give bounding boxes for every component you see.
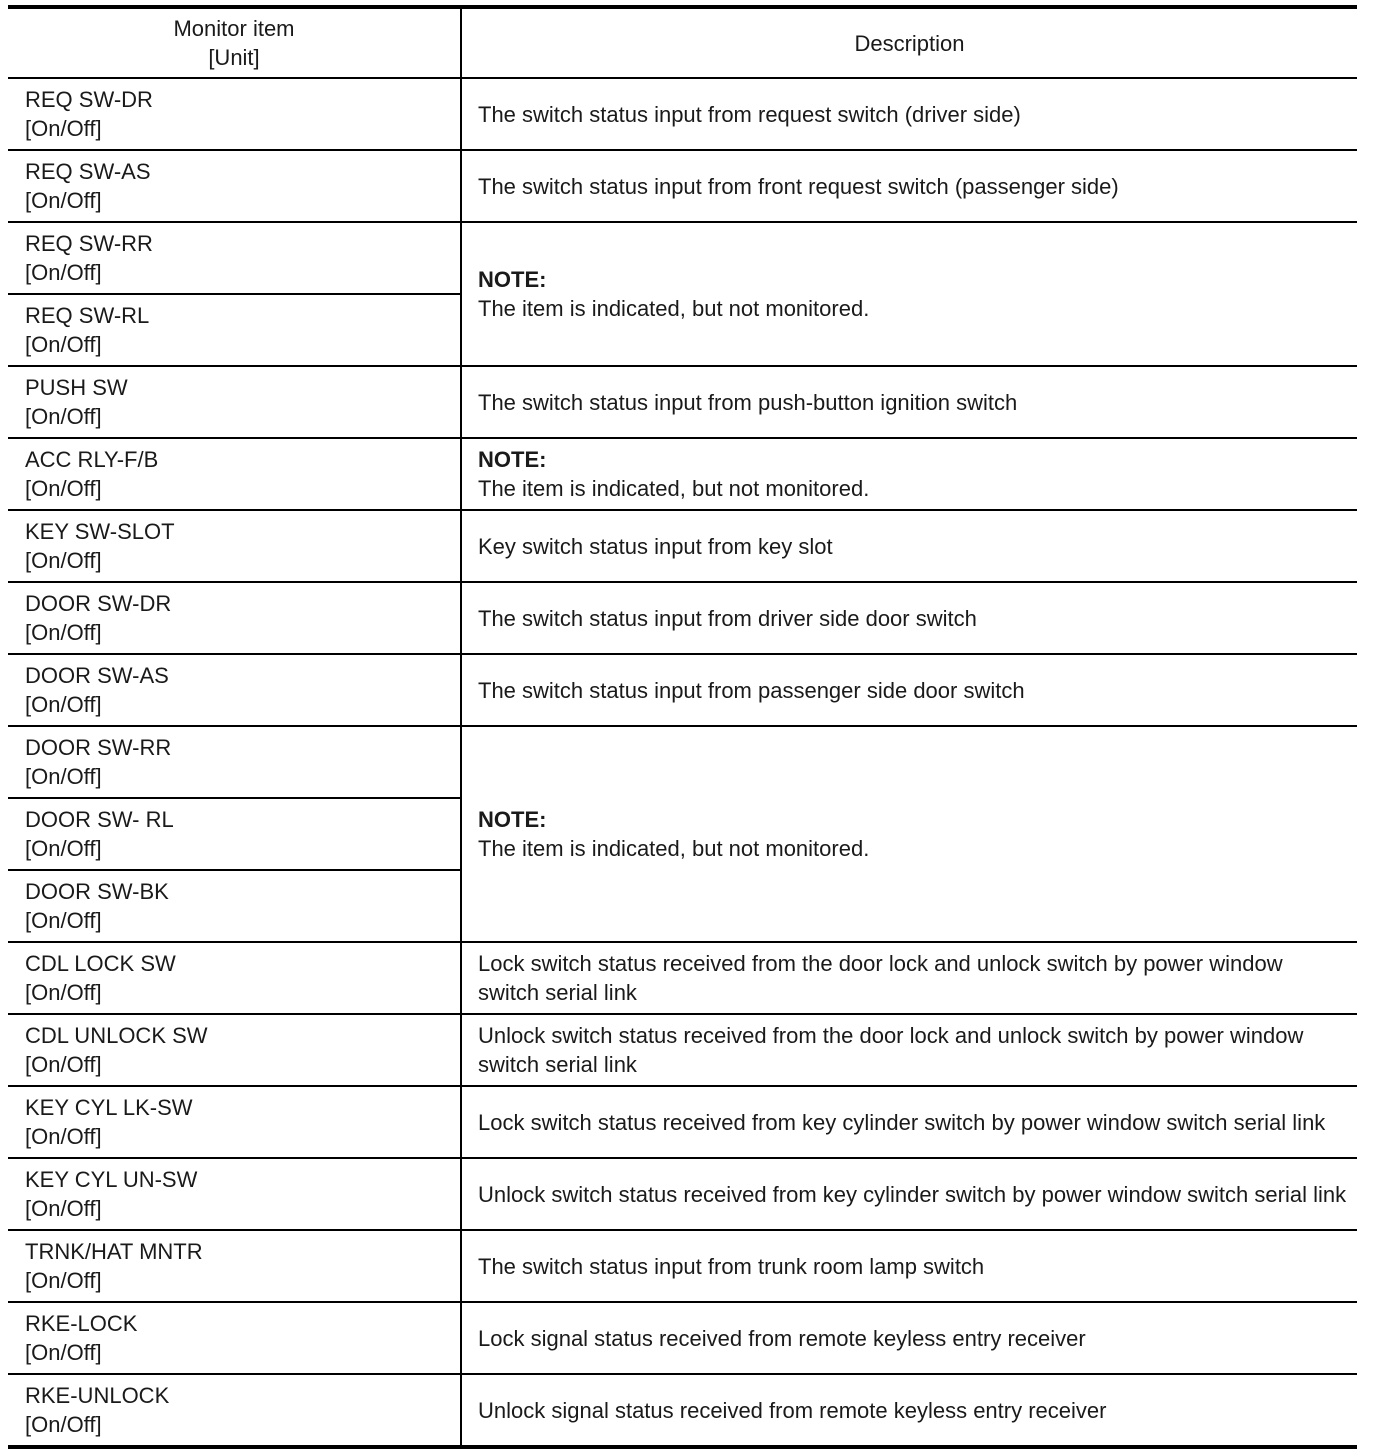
monitor-item-cell <box>8 1230 461 1302</box>
description-cell: The switch status input from push-button ignition switch <box>461 366 1357 438</box>
monitor-item-cell <box>8 150 461 222</box>
table-row <box>8 582 1357 654</box>
description-cell: The switch status input from trunk room lamp switch <box>461 1230 1357 1302</box>
monitor-item-cell <box>8 222 461 294</box>
monitor-item-unit: [On/Off] <box>25 1340 102 1365</box>
monitor-item-unit: [On/Off] <box>25 548 102 573</box>
description-cell: Lock switch status received from the door lock and unlock switch by power window switch serial link <box>461 942 1357 1014</box>
table-row <box>8 222 1357 294</box>
monitor-item-cell <box>8 942 461 1014</box>
monitor-item-cell <box>8 798 461 870</box>
monitor-item-cell <box>8 870 461 942</box>
header-monitor-item-label: Monitor item <box>173 16 295 41</box>
monitor-item-cell <box>8 1158 461 1230</box>
monitor-item-name: KEY CYL UN-SW <box>25 1167 198 1192</box>
monitor-item-unit: [On/Off] <box>25 764 102 789</box>
monitor-item-unit: [On/Off] <box>25 404 102 429</box>
monitor-item-name: RKE-UNLOCK <box>25 1383 170 1408</box>
monitor-item-unit: [On/Off] <box>25 908 102 933</box>
note-text: The item is indicated, but not monitored. <box>478 476 870 501</box>
monitor-item-name: CDL LOCK SW <box>25 951 176 976</box>
table-row <box>8 726 1357 798</box>
monitor-item-unit: [On/Off] <box>25 1196 102 1221</box>
table-row <box>8 150 1357 222</box>
monitor-item-unit: [On/Off] <box>25 692 102 717</box>
monitor-item-cell <box>8 366 461 438</box>
note-cell <box>461 222 1357 366</box>
monitor-item-cell <box>8 438 461 510</box>
monitor-item-table <box>8 5 1357 1449</box>
note-label: NOTE: <box>478 447 547 472</box>
monitor-item-cell <box>8 78 461 150</box>
description-cell: Key switch status input from key slot <box>461 510 1357 582</box>
monitor-item-cell <box>8 1014 461 1086</box>
table-row <box>8 1374 1357 1447</box>
monitor-item-unit: [On/Off] <box>25 188 102 213</box>
table-row <box>8 1014 1357 1086</box>
description-cell: Lock switch status received from key cylinder switch by power window switch serial link <box>461 1086 1357 1158</box>
monitor-item-cell <box>8 1374 461 1447</box>
description-cell: The switch status input from passenger side door switch <box>461 654 1357 726</box>
description-cell: The switch status input from request switch (driver side) <box>461 78 1357 150</box>
monitor-item-name: REQ SW-DR <box>25 87 153 112</box>
note-text: The item is indicated, but not monitored. <box>478 296 870 321</box>
monitor-item-unit: [On/Off] <box>25 332 102 357</box>
monitor-item-name: CDL UNLOCK SW <box>25 1023 208 1048</box>
monitor-item-name: DOOR SW-RR <box>25 735 172 760</box>
note-label: NOTE: <box>478 267 547 292</box>
monitor-item-unit: [On/Off] <box>25 980 102 1005</box>
note-text: The item is indicated, but not monitored. <box>478 836 870 861</box>
monitor-item-cell <box>8 1302 461 1374</box>
table-row <box>8 1302 1357 1374</box>
monitor-item-name: ACC RLY-F/B <box>25 447 159 472</box>
table-header-row <box>8 7 1357 78</box>
table-row <box>8 78 1357 150</box>
monitor-item-name: KEY CYL LK-SW <box>25 1095 193 1120</box>
header-description: Description <box>461 7 1357 78</box>
monitor-item-name: DOOR SW- RL <box>25 807 174 832</box>
description-cell: The switch status input from driver side door switch <box>461 582 1357 654</box>
monitor-item-name: DOOR SW-BK <box>25 879 169 904</box>
monitor-item-name: KEY SW-SLOT <box>25 519 175 544</box>
note-cell <box>461 438 1357 510</box>
table-row <box>8 1230 1357 1302</box>
monitor-item-name: REQ SW-RR <box>25 231 153 256</box>
header-unit-label: [Unit] <box>208 45 260 70</box>
description-cell: Unlock signal status received from remote keyless entry receiver <box>461 1374 1357 1447</box>
table-row <box>8 366 1357 438</box>
table-row <box>8 438 1357 510</box>
monitor-item-cell <box>8 582 461 654</box>
monitor-item-cell <box>8 1086 461 1158</box>
monitor-item-cell <box>8 726 461 798</box>
table-row <box>8 510 1357 582</box>
monitor-item-unit: [On/Off] <box>25 260 102 285</box>
monitor-item-unit: [On/Off] <box>25 1412 102 1437</box>
header-monitor-item <box>8 7 461 78</box>
monitor-item-unit: [On/Off] <box>25 620 102 645</box>
note-cell <box>461 726 1357 942</box>
monitor-item-unit: [On/Off] <box>25 1124 102 1149</box>
monitor-item-name: DOOR SW-AS <box>25 663 169 688</box>
table-row <box>8 1086 1357 1158</box>
monitor-item-unit: [On/Off] <box>25 836 102 861</box>
monitor-item-name: PUSH SW <box>25 375 128 400</box>
monitor-item-cell <box>8 510 461 582</box>
monitor-item-unit: [On/Off] <box>25 1052 102 1077</box>
description-cell: Unlock switch status received from key cylinder switch by power window switch serial link <box>461 1158 1357 1230</box>
monitor-item-name: REQ SW-RL <box>25 303 150 328</box>
description-cell: The switch status input from front request switch (passenger side) <box>461 150 1357 222</box>
monitor-item-unit: [On/Off] <box>25 116 102 141</box>
monitor-item-name: REQ SW-AS <box>25 159 151 184</box>
description-cell: Unlock switch status received from the door lock and unlock switch by power window switch serial link <box>461 1014 1357 1086</box>
monitor-item-name: DOOR SW-DR <box>25 591 172 616</box>
note-label: NOTE: <box>478 807 547 832</box>
monitor-item-unit: [On/Off] <box>25 1268 102 1293</box>
table-row <box>8 1158 1357 1230</box>
monitor-item-cell <box>8 654 461 726</box>
monitor-item-unit: [On/Off] <box>25 476 102 501</box>
table-row <box>8 654 1357 726</box>
monitor-item-name: RKE-LOCK <box>25 1311 138 1336</box>
monitor-item-name: TRNK/HAT MNTR <box>25 1239 203 1264</box>
description-cell: Lock signal status received from remote keyless entry receiver <box>461 1302 1357 1374</box>
table-row <box>8 942 1357 1014</box>
monitor-item-cell <box>8 294 461 366</box>
